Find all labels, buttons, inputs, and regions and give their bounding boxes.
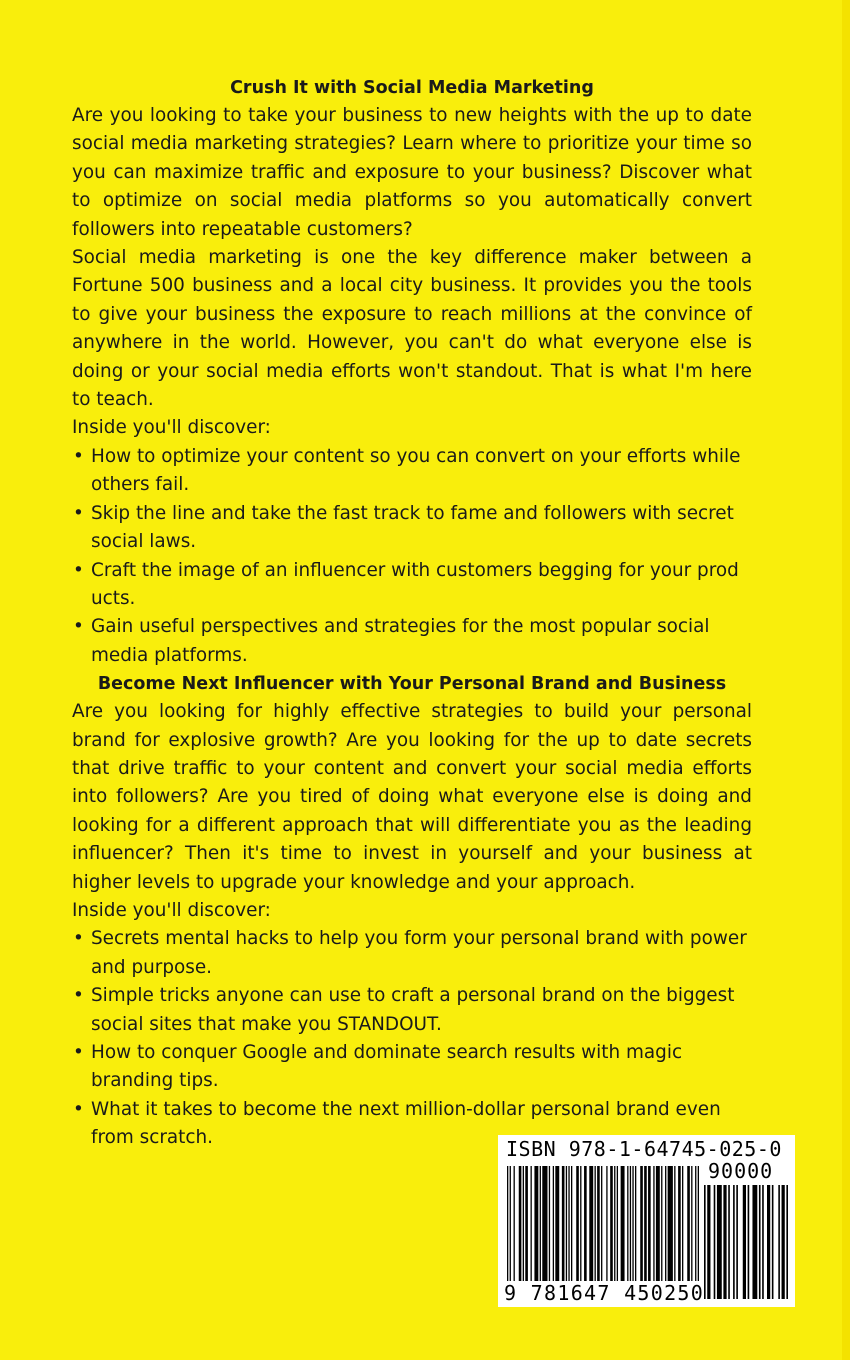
barcode-bar bbox=[728, 1185, 730, 1299]
barcode-bar bbox=[743, 1185, 746, 1299]
barcode-bar bbox=[678, 1166, 681, 1300]
barcode-bar bbox=[698, 1166, 699, 1300]
barcode-bar bbox=[733, 1185, 735, 1299]
barcode-addon-bars bbox=[704, 1185, 788, 1299]
barcode-bar bbox=[571, 1166, 572, 1300]
barcode-bar bbox=[695, 1166, 696, 1300]
barcode-bar bbox=[748, 1185, 750, 1299]
barcode-bar bbox=[584, 1166, 587, 1300]
barcode-bar bbox=[668, 1166, 673, 1300]
barcode-bar bbox=[510, 1166, 511, 1300]
barcode-bar bbox=[531, 1166, 532, 1300]
barcode-bar bbox=[553, 1166, 554, 1300]
list-item: • Gain useful perspectives and strategies for the most popular social media platforms. bbox=[72, 613, 752, 670]
section1-discover-label: Inside you'll discover: bbox=[72, 417, 271, 439]
barcode-bar bbox=[648, 1166, 651, 1300]
barcode-bar bbox=[630, 1166, 631, 1300]
barcode-bar bbox=[723, 1185, 726, 1299]
barcode-bar bbox=[568, 1166, 569, 1300]
list-item: • Craft the image of an influencer with customers begging for your prod ucts. bbox=[72, 557, 752, 614]
barcode-bar bbox=[714, 1185, 716, 1299]
barcode-bar bbox=[534, 1166, 538, 1300]
barcode-main-bars bbox=[507, 1166, 699, 1300]
section2-heading: Become Next Influencer with Your Personal Brand and Business bbox=[97, 674, 727, 695]
barcode-bar bbox=[519, 1166, 522, 1300]
section1-paragraph-1: Are you looking to take your business to new heights with the up to date social media marketing strategies? Learn where to prioritize your time so you can maximize traffic and exposure to your business? Discover what to optimize on social media platforms so you automatically convert followers into repeatable customers? bbox=[72, 105, 752, 240]
barcode-bar bbox=[595, 1166, 596, 1300]
bullet-icon: • bbox=[73, 985, 84, 1007]
barcode-bar bbox=[614, 1166, 615, 1300]
barcode-bar bbox=[687, 1166, 690, 1300]
barcode-bar bbox=[632, 1166, 633, 1300]
barcode-bar bbox=[523, 1166, 524, 1300]
barcode-bar bbox=[640, 1166, 643, 1300]
barcode-bar bbox=[752, 1185, 757, 1299]
list-item: • What it takes to become the next million-dollar personal brand even from scratch. bbox=[72, 1096, 752, 1153]
barcode-bar bbox=[782, 1185, 785, 1299]
barcode-bar bbox=[767, 1185, 770, 1299]
barcode-bar bbox=[665, 1166, 666, 1300]
barcode-bar bbox=[682, 1166, 683, 1300]
bullet-icon: • bbox=[73, 1098, 84, 1120]
barcode-bar bbox=[759, 1185, 761, 1299]
barcode-bar bbox=[772, 1185, 774, 1299]
barcode-bar bbox=[704, 1185, 706, 1299]
list-item: • How to conquer Google and dominate search results with magic branding tips. bbox=[72, 1039, 752, 1096]
barcode-bar bbox=[674, 1166, 675, 1300]
list-item: • Skip the line and take the fast track to fame and followers with secret social laws. bbox=[72, 500, 752, 557]
isbn-label: ISBN 978-1-64745-025-0 bbox=[506, 1137, 782, 1161]
bullet-icon: • bbox=[73, 559, 84, 581]
page-edge bbox=[842, 0, 850, 1360]
section1-bullet-list bbox=[72, 443, 752, 670]
section1-heading: Crush It with Social Media Marketing bbox=[230, 78, 594, 98]
list-item: • How to optimize your content so you can convert on your efforts while others fail. bbox=[72, 443, 752, 500]
barcode-bar bbox=[691, 1166, 692, 1300]
barcode-bar bbox=[707, 1185, 710, 1299]
price-code: 90000 bbox=[708, 1159, 774, 1183]
barcode-bar bbox=[610, 1166, 613, 1300]
barcode-bar bbox=[507, 1166, 508, 1300]
isbn-barcode bbox=[498, 1135, 795, 1307]
barcode-bar bbox=[525, 1166, 528, 1300]
barcode-bar bbox=[786, 1185, 788, 1299]
section2-discover-label: Inside you'll discover: bbox=[72, 899, 271, 921]
barcode-bar bbox=[762, 1185, 764, 1299]
barcode-bar bbox=[566, 1166, 567, 1300]
barcode-bar bbox=[644, 1166, 647, 1300]
bullet-icon: • bbox=[73, 502, 84, 524]
barcode-bar bbox=[540, 1166, 541, 1300]
barcode-bar bbox=[576, 1166, 579, 1300]
barcode-bar bbox=[617, 1166, 618, 1300]
barcode-bar bbox=[597, 1166, 600, 1300]
barcode-bar bbox=[562, 1166, 565, 1300]
barcode-bar bbox=[601, 1166, 602, 1300]
list-item: • Secrets mental hacks to help you form your personal brand with power and purpose. bbox=[72, 925, 752, 982]
list-item: • Simple tricks anyone can use to craft a personal brand on the biggest social sites that make you STANDOUT. bbox=[72, 982, 752, 1039]
barcode-bar bbox=[589, 1166, 593, 1300]
section1-paragraph-2: Social media marketing is one the key difference maker between a Fortune 500 business and a local city business. It provides you the tools to give your business the exposure to reach millions at the convince of anywhere in the world. However, you can't do what everyone else is doing or your social media efforts won't standout. That is what I'm here to teach. bbox=[72, 247, 752, 411]
barcode-bar bbox=[549, 1166, 550, 1300]
bullet-icon: • bbox=[73, 1042, 84, 1063]
section2-bullet-list bbox=[72, 925, 752, 1152]
barcode-bar bbox=[717, 1185, 722, 1299]
bullet-icon: • bbox=[73, 445, 84, 467]
bullet-icon: • bbox=[73, 928, 84, 950]
section2-paragraph-1: Are you looking for highly effective strategies to build your personal brand for explosive growth? Are you looking for the up to date secrets that drive traffic to your content and convert your social media efforts into followers? Are you tired of doing what everyone else is doing and looking for a different approach that will differentiate you as the leading influencer? Then it's time to invest in yourself and your business at higher levels to upgrade your knowledge and your approach. bbox=[72, 701, 752, 893]
barcode-bar bbox=[736, 1185, 738, 1299]
barcode-bar bbox=[627, 1166, 628, 1300]
barcode-bar bbox=[653, 1166, 654, 1300]
barcode-bar bbox=[661, 1166, 662, 1300]
barcode-bar bbox=[514, 1166, 515, 1300]
barcode-bar bbox=[606, 1166, 607, 1300]
bullet-icon: • bbox=[73, 616, 84, 638]
barcode-bar bbox=[656, 1166, 660, 1300]
barcode-bar bbox=[778, 1185, 780, 1299]
isbn-digits: 9 781647 450250 bbox=[504, 1281, 705, 1305]
barcode-bar bbox=[580, 1166, 581, 1300]
barcode-bar bbox=[635, 1166, 636, 1300]
barcode-bar bbox=[542, 1166, 547, 1300]
barcode-bar bbox=[555, 1166, 559, 1300]
back-cover-text bbox=[72, 74, 752, 1153]
barcode-bar bbox=[621, 1166, 625, 1300]
